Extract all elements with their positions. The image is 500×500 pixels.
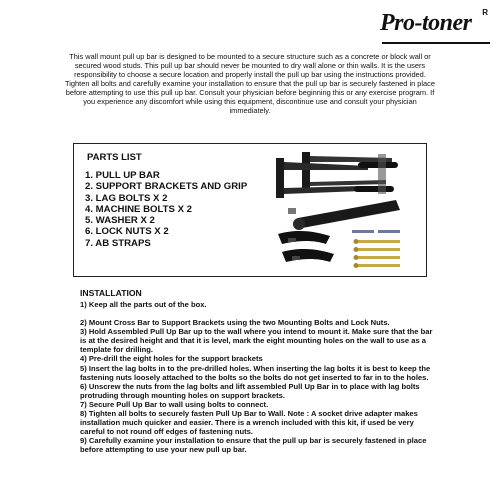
installation-step: 6) Unscrew the nuts from the lag bolts and lift assembled Pull Up Bar in to place with lag bolts protruding through mounting holes on support brackets.	[80, 381, 420, 400]
installation-title: INSTALLATION	[80, 288, 142, 298]
parts-illustration	[258, 148, 426, 276]
installation-step: 7) Secure Pull Up Bar to wall using bolts to connect.	[80, 399, 269, 409]
installation-step: 5) Insert the lag bolts in to the pre-drilled holes. When inserting the lag bolts it is best to keep the fastening nuts loosely attached to the bolts so the bolts do not get inserted to far in to the holes.	[80, 363, 431, 382]
installation-step: 1) Keep all the parts out of the box.	[80, 300, 207, 309]
pull-up-bar-image	[276, 152, 398, 198]
logo-underline	[382, 42, 490, 44]
parts-item: 6. LOCK NUTS X 2	[85, 226, 169, 238]
installation-step: 2) Mount Cross Bar to Support Brackets using the two Mounting Bolts and Lock Nuts.	[80, 318, 390, 328]
bolts-image	[352, 230, 400, 268]
registered-mark: R	[482, 8, 488, 17]
parts-list-box	[73, 143, 427, 277]
parts-item: 4. MACHINE BOLTS X 2	[85, 203, 192, 215]
parts-list-title: PARTS LIST	[87, 152, 142, 163]
installation-steps	[80, 300, 440, 455]
brand-logo	[380, 8, 492, 46]
parts-item: 5. WASHER X 2	[85, 215, 155, 227]
parts-item: 1. PULL UP BAR	[85, 170, 160, 181]
parts-item: 2. SUPPORT BRACKETS AND GRIP	[85, 181, 248, 193]
parts-item: 3. LAG BOLTS X 2	[85, 192, 168, 204]
grip-image	[288, 200, 400, 230]
installation-step: 4) Pre-drill the eight holes for the support brackets	[80, 354, 263, 364]
installation-step: 9) Carefully examine your installation to ensure that the pull up bar is securely fastened in place before attempting to use your new pull up bar.	[80, 436, 427, 455]
installation-step: 3) Hold Assembled Pull Up Bar up to the wall where you intend to mount it. Make sure that the bar is at the desired height and that it is level, mark the eight mounting holes on the wall to use as a template for drilling.	[80, 327, 433, 355]
intro-paragraph: This wall mount pull up bar is designed to be mounted to a secure structure such as a concrete or block wall or secured wood studs. This pull up bar should never be mounted to dry wall alone or thin walls. It is the users responsibility to choose a secure location and properly install the pull up bar using the instructions provided. Tighten all bolts and carefully examine your installation to ensure that the pull up bar is securely fastened in place before attempting to use this pull up bar. Consult your physician before beginning this or any exercise program. If you experience any discomfort while using this equipment, discontinue use and consult your physician immediately.	[65, 52, 435, 115]
parts-item: 7. AB STRAPS	[85, 237, 151, 249]
parts-list	[85, 170, 247, 249]
installation-step: 8) Tighten all bolts to securely fasten Pull Up Bar to Wall. Note : A socket drive adapter makes installation much quicker and easier. There is a wrench included with this kit, if used be very careful to not round off edges of fastening nuts.	[80, 409, 418, 437]
brand-name: Pro-toner	[380, 10, 472, 36]
ab-straps-image	[278, 231, 334, 262]
